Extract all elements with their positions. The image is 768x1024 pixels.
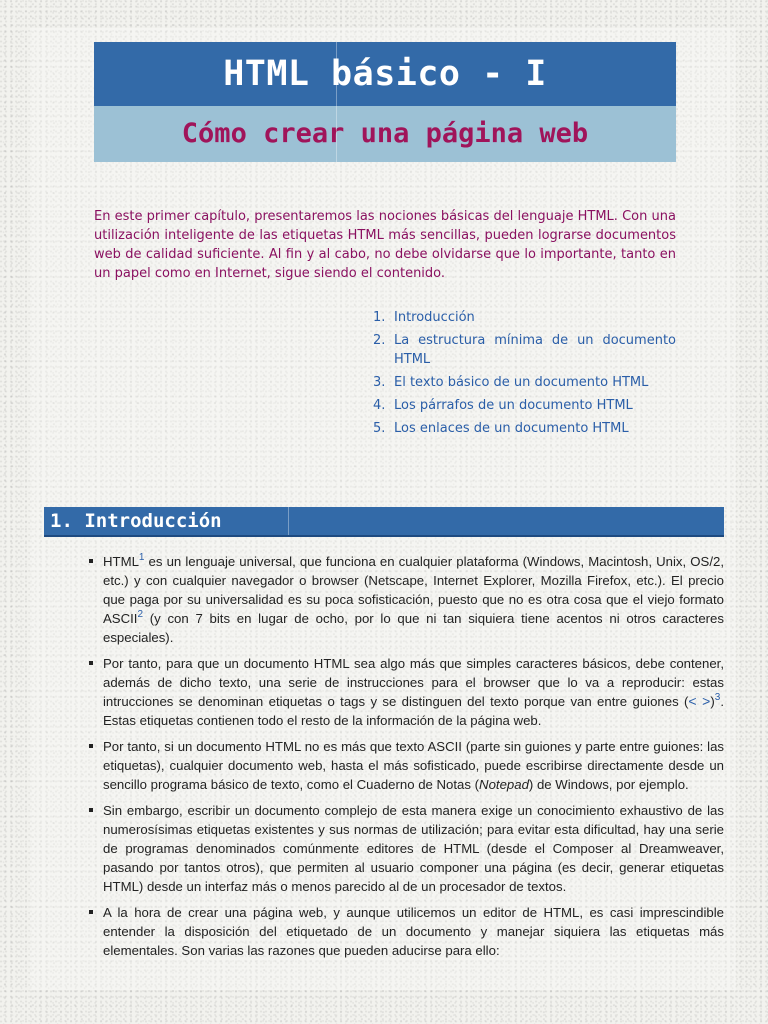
title-divider (336, 42, 337, 106)
toc-item-estructura[interactable] (373, 331, 676, 369)
subtitle-divider (336, 106, 337, 162)
toc-link[interactable]: El texto básico de un documento HTML (394, 375, 649, 390)
footnote-link[interactable]: 1 (138, 552, 145, 563)
toc-number: 1. (373, 310, 386, 325)
toc-item-parrafos[interactable] (373, 396, 676, 415)
footnote-link[interactable]: 3 (714, 692, 721, 703)
section-rule (44, 535, 724, 537)
toc-item-texto-basico[interactable] (373, 373, 676, 392)
page-subtitle-text: Cómo crear una página web (181, 118, 589, 149)
square-bullet-icon (89, 910, 93, 914)
toc-number: 4. (373, 398, 386, 413)
page-title-text: HTML básico - I (223, 54, 547, 94)
title-block (94, 42, 676, 162)
footnote-link[interactable]: 2 (137, 609, 144, 620)
square-bullet-icon (89, 559, 93, 563)
bullet-item: Por tanto, si un documento HTML no es más que texto ASCII (parte sin guiones y parte entre guiones: las etiquetas), cualquier documento web, hasta el más sofisticado, puede escribirse directamente desde un sencillo programa básico de texto, como el Cuaderno de Notas (Notepad) de Windows, por ejemplo. (88, 737, 724, 794)
square-bullet-icon (89, 808, 93, 812)
toc-item-enlaces[interactable] (373, 419, 676, 438)
tag-symbols: < > (688, 693, 711, 709)
table-of-contents (373, 308, 676, 442)
square-bullet-icon (89, 661, 93, 665)
bullet-item: HTML$^1$ es un lenguaje universal, que funciona en cualquier plataforma (Windows, Macintosh, Unix, OS/2, etc.) y con cualquier navegador o browser (Netscape, Internet Explorer, Mozilla Firefox, etc.). El precio que paga por su universalidad es su poca sofisticación, puesto que no es otra cosa que el viejo formato ASCII$^2$ (y con 7 bits en lugar de ocho, por lo que ni tan siquiera tiene acentos ni otros caracteres especiales). (88, 552, 724, 647)
toc-number: 5. (373, 421, 386, 436)
toc-link[interactable]: Los enlaces de un documento HTML (394, 421, 629, 436)
toc-link[interactable]: La estructura mínima de un documento HTML (394, 333, 676, 367)
page-subtitle (94, 106, 676, 162)
toc-number: 3. (373, 375, 386, 390)
notepad-term: Notepad (479, 777, 529, 792)
page-title (94, 42, 676, 106)
bullet-item: Por tanto, para que un documento HTML sea algo más que simples caracteres básicos, debe contener, además de dicho texto, una serie de instrucciones para el browser que lo va a reproducir: estas intrucciones se denominan etiquetas o tags y se distinguen del texto porque van entre guiones (< >)$^3$. Estas etiquetas contienen todo el resto de la información de la página web. (88, 654, 724, 730)
section-heading-divider (288, 507, 289, 535)
intro-paragraph: En este primer capítulo, presentaremos las nociones básicas del lenguaje HTML. Con una utilización inteligente de las etiquetas HTML más sencillas, pueden lograrse documentos web de calidad suficiente. Al fin y al cabo, no debe olvidarse que lo importante, tanto en un papel como en Internet, sigue siendo el contenido. (94, 209, 676, 281)
toc-link[interactable]: Los párrafos de un documento HTML (394, 398, 633, 413)
toc-number: 2. (373, 333, 386, 348)
section-heading-introduccion (44, 507, 724, 535)
square-bullet-icon (89, 744, 93, 748)
bullet-item: A la hora de crear una página web, y aunque utilicemos un editor de HTML, es casi imprescindible entender la disposición del etiquetado de un documento y manejar siquiera las etiquetas más elementales. Son varias las razones que pueden aducirse para ello: (88, 903, 724, 960)
toc-item-introduccion[interactable] (373, 308, 676, 327)
intro-bullet-list (88, 552, 724, 967)
toc-link[interactable]: Introducción (394, 310, 475, 325)
section-heading-text: 1. Introducción (50, 510, 222, 532)
bullet-item: Sin embargo, escribir un documento complejo de esta manera exige un conocimiento exhaustivo de las numerosísimas etiquetas existentes y sus normas de utilización; para evitar esta dificultad, hay una serie de programas denominados comúnmente editores de HTML (desde el Composer al Dreamweaver, pasando por tantos otros), que permiten al usuario componer una página (es decir, generar etiquetas HTML) desde un interfaz más o menos parecido al de un procesador de textos. (88, 801, 724, 896)
